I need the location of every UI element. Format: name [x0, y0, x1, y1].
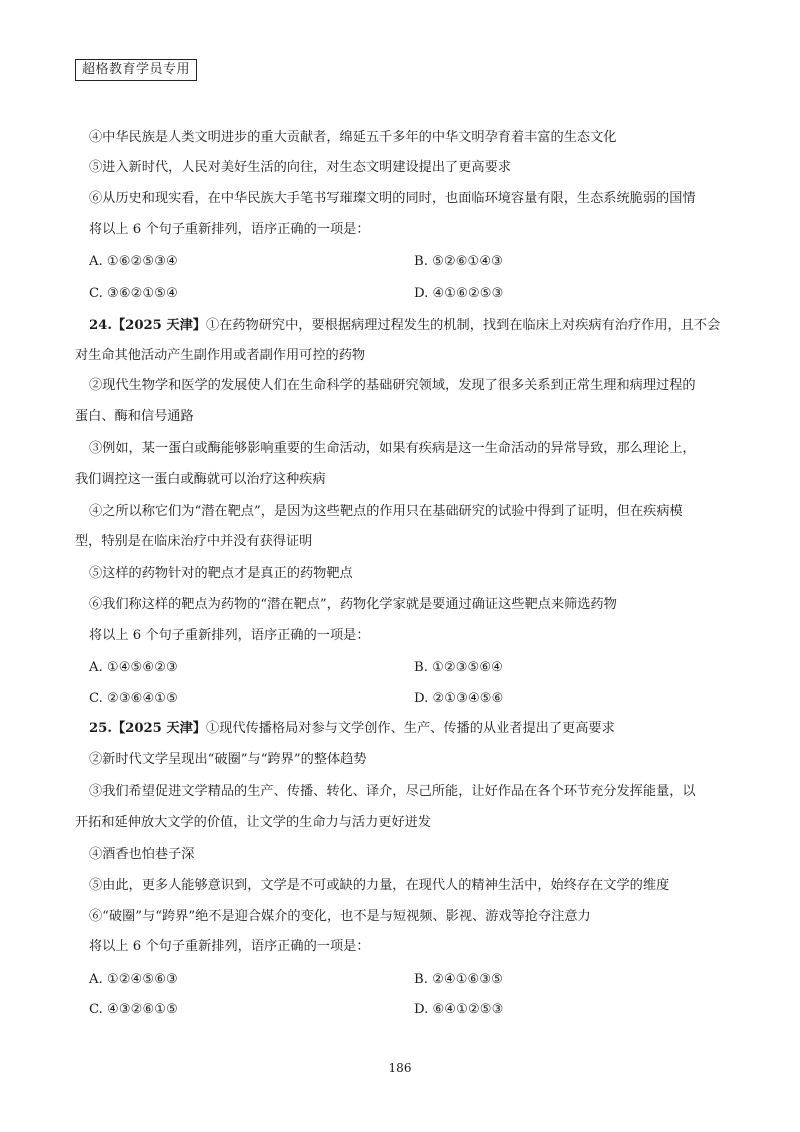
q23-sentence-5: ⑤进入新时代，人民对美好生活的向往，对生态文明建设提出了更高要求 [89, 160, 511, 175]
q25-source: 【2025 天津】 [111, 721, 206, 736]
q24-sentence-2b: 蛋白、酶和信号通路 [75, 409, 194, 424]
q25-number: 25. [89, 721, 112, 736]
q24-prompt: 将以上 6 个句子重新排列，语序正确的一项是： [89, 628, 370, 643]
q24-first-line [89, 316, 720, 336]
q24-sentence-4b: 型，特别是在临床治疗中并没有获得证明 [75, 534, 313, 549]
q25-sentence-5: ⑤由此，更多人能够意识到，文学是不可或缺的力量，在现代人的精神生活中，始终存在文学的维度 [89, 878, 670, 893]
q23-option-a: A. ①⑥②⑤③④ [89, 254, 178, 269]
q25-option-d: D. ⑥④①②⑤③ [414, 1002, 504, 1017]
q25-sentence-3a: ③我们希望促进文学精品的生产、传播、转化、译介，尽己所能，让好作品在各个环节充分发挥能量，以 [89, 784, 696, 799]
q24-sentence-4a: ④之所以称它们为“潜在靶点”，是因为这些靶点的作用只在基础研究的试验中得到了证明，但在疾病模 [89, 504, 683, 519]
q24-sentence-5: ⑤这样的药物针对的靶点才是真正的药物靶点 [89, 566, 353, 581]
q23-sentence-6: ⑥从历史和现实看，在中华民族大手笔书写璀璨文明的同时，也面临环境容量有限，生态系统脆弱的国情 [89, 191, 696, 206]
q24-sentence-1b: 对生命其他活动产生副作用或者副作用可控的药物 [75, 348, 366, 363]
q24-option-d: D. ②①③④⑤⑥ [414, 691, 504, 706]
q24-sentence-3a: ③例如，某一蛋白或酶能够影响重要的生命活动，如果有疾病是这一生命活动的异常导致，那么理论上， [89, 441, 696, 456]
q25-sentence-3b: 开拓和延伸放大文学的价值，让文学的生命力与活力更好迸发 [75, 815, 432, 830]
q24-number: 24. [89, 318, 112, 333]
q23-option-d: D. ④①⑥②⑤③ [414, 286, 504, 301]
q25-sentence-4: ④酒香也怕巷子深 [89, 847, 195, 862]
header-badge: 超格教育学员专用 [75, 59, 197, 81]
q25-option-b: B. ②④①⑥③⑤ [414, 972, 504, 987]
q24-option-c: C. ②③⑥④①⑤ [89, 691, 178, 706]
q24-sentence-6: ⑥我们称这样的靶点为药物的“潜在靶点”，药物化学家就是要通过确证这些靶点来筛选药物 [89, 597, 617, 612]
q25-option-a: A. ①②④⑤⑥③ [89, 972, 178, 987]
q24-source: 【2025 天津】 [111, 318, 206, 333]
q24-sentence-1a: ①在药物研究中，要根据病理过程发生的机制，找到在临床上对疾病有治疗作用，且不会 [206, 318, 721, 333]
q24-sentence-3b: 我们调控这一蛋白或酶就可以治疗这种疾病 [75, 472, 326, 487]
q25-option-c: C. ④③②⑥①⑤ [89, 1002, 178, 1017]
q23-option-c: C. ③⑥②①⑤④ [89, 286, 178, 301]
q24-option-a: A. ①④⑤⑥②③ [89, 660, 178, 675]
q24-option-b: B. ①②③⑤⑥④ [414, 660, 504, 675]
q25-sentence-2: ②新时代文学呈现出“破圈”与“跨界”的整体趋势 [89, 752, 367, 767]
q25-sentence-1: ①现代传播格局对参与文学创作、生产、传播的从业者提出了更高要求 [206, 721, 615, 736]
page-number: 186 [388, 1061, 412, 1075]
q25-first-line [89, 719, 615, 739]
q25-sentence-6: ⑥“破圈”与“跨界”绝不是迎合媒介的变化，也不是与短视频、影视、游戏等抢夺注意力 [89, 909, 591, 924]
q24-sentence-2a: ②现代生物学和医学的发展使人们在生命科学的基础研究领域，发现了很多关系到正常生理和病理过程的 [89, 378, 696, 393]
q25-prompt: 将以上 6 个句子重新排列，语序正确的一项是： [89, 939, 370, 954]
q23-sentence-4: ④中华民族是人类文明进步的重大贡献者，绵延五千多年的中华文明孕育着丰富的生态文化 [89, 130, 617, 145]
q23-option-b: B. ⑤②⑥①④③ [414, 254, 504, 269]
q23-prompt: 将以上 6 个句子重新排列，语序正确的一项是： [89, 222, 370, 237]
